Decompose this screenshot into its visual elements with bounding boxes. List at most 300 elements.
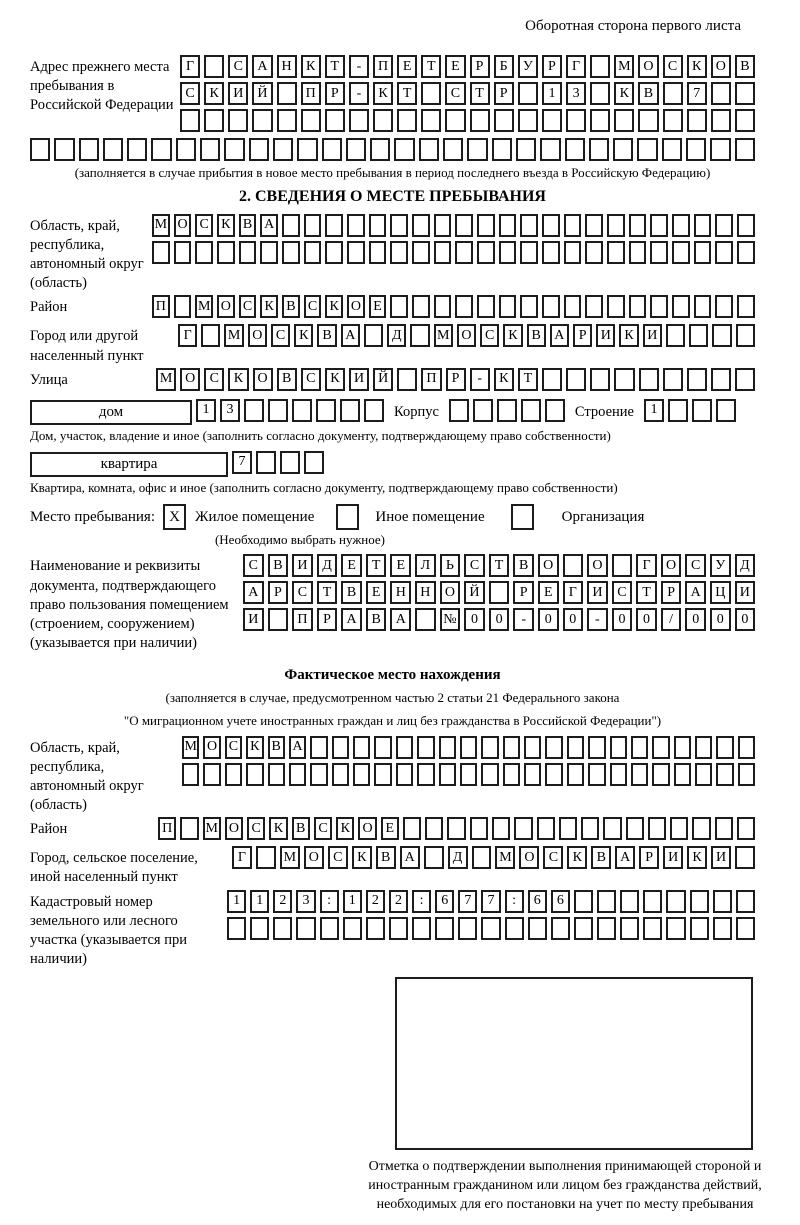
char-cell[interactable] (174, 295, 192, 318)
char-cell[interactable]: - (587, 608, 608, 631)
char-cell[interactable] (520, 214, 538, 237)
char-cell[interactable] (735, 846, 755, 869)
char-cell[interactable]: В (735, 55, 755, 78)
char-cell[interactable]: А (260, 214, 278, 237)
char-cell[interactable] (574, 890, 593, 913)
char-cell[interactable] (566, 109, 586, 132)
char-cell[interactable] (503, 763, 520, 786)
char-cell[interactable] (332, 763, 349, 786)
char-cell[interactable] (652, 736, 669, 759)
char-cell[interactable] (542, 109, 562, 132)
char-cell[interactable] (224, 138, 244, 161)
stroenie-cells[interactable] (644, 399, 736, 422)
kadastr-row-2[interactable] (227, 917, 755, 940)
char-cell[interactable] (227, 917, 246, 940)
char-cell[interactable] (687, 368, 707, 391)
char-cell[interactable] (715, 214, 733, 237)
char-cell[interactable] (735, 82, 755, 105)
char-cell[interactable]: Н (277, 55, 297, 78)
char-cell[interactable] (419, 138, 439, 161)
char-cell[interactable] (268, 763, 285, 786)
char-cell[interactable] (373, 109, 393, 132)
char-cell[interactable] (282, 241, 300, 264)
char-cell[interactable] (499, 295, 517, 318)
char-cell[interactable] (551, 917, 570, 940)
char-cell[interactable]: В (317, 324, 336, 347)
char-cell[interactable]: Д (387, 324, 406, 347)
char-cell[interactable] (470, 817, 488, 840)
char-cell[interactable]: П (292, 608, 313, 631)
char-cell[interactable] (542, 295, 560, 318)
char-cell[interactable] (607, 214, 625, 237)
char-cell[interactable] (439, 763, 456, 786)
char-cell[interactable] (737, 817, 755, 840)
char-cell[interactable] (390, 241, 408, 264)
char-cell[interactable]: К (246, 736, 263, 759)
char-cell[interactable] (694, 295, 712, 318)
char-cell[interactable]: И (349, 368, 369, 391)
char-cell[interactable]: А (243, 581, 264, 604)
char-cell[interactable]: 1 (644, 399, 664, 422)
char-cell[interactable]: Т (636, 581, 657, 604)
char-cell[interactable]: С (328, 846, 348, 869)
char-cell[interactable]: 2 (273, 890, 292, 913)
char-cell[interactable]: Р (317, 608, 338, 631)
char-cell[interactable]: 7 (481, 890, 500, 913)
char-cell[interactable] (249, 138, 269, 161)
char-cell[interactable] (455, 241, 473, 264)
char-cell[interactable]: К (260, 295, 278, 318)
char-cell[interactable]: Е (369, 295, 387, 318)
char-cell[interactable]: А (550, 324, 569, 347)
char-cell[interactable]: О (519, 846, 539, 869)
char-cell[interactable] (412, 214, 430, 237)
char-cell[interactable] (629, 214, 647, 237)
char-cell[interactable]: И (596, 324, 615, 347)
char-cell[interactable] (347, 214, 365, 237)
char-cell[interactable]: А (341, 608, 362, 631)
char-cell[interactable]: А (390, 608, 411, 631)
char-cell[interactable] (499, 241, 517, 264)
char-cell[interactable] (497, 399, 517, 422)
char-cell[interactable] (152, 241, 170, 264)
char-cell[interactable]: В (239, 214, 257, 237)
char-cell[interactable] (310, 736, 327, 759)
char-cell[interactable]: С (247, 817, 265, 840)
char-cell[interactable] (195, 241, 213, 264)
char-cell[interactable] (737, 241, 755, 264)
char-cell[interactable] (514, 817, 532, 840)
char-cell[interactable]: С (314, 817, 332, 840)
char-cell[interactable]: А (400, 846, 420, 869)
char-cell[interactable] (297, 138, 317, 161)
char-cell[interactable] (304, 451, 324, 474)
char-cell[interactable]: Е (538, 581, 559, 604)
char-cell[interactable] (666, 324, 685, 347)
char-cell[interactable]: В (292, 817, 310, 840)
char-cell[interactable] (716, 736, 733, 759)
char-cell[interactable] (542, 241, 560, 264)
char-cell[interactable]: М (280, 846, 300, 869)
char-cell[interactable] (347, 241, 365, 264)
char-cell[interactable] (282, 214, 300, 237)
char-cell[interactable]: 0 (563, 608, 584, 631)
char-cell[interactable] (256, 451, 276, 474)
char-cell[interactable] (460, 763, 477, 786)
char-cell[interactable] (715, 295, 733, 318)
char-cell[interactable]: К (336, 817, 354, 840)
char-cell[interactable] (686, 138, 706, 161)
char-cell[interactable]: Р (513, 581, 534, 604)
char-cell[interactable] (304, 241, 322, 264)
char-cell[interactable] (273, 917, 292, 940)
char-cell[interactable] (620, 917, 639, 940)
char-cell[interactable] (672, 214, 690, 237)
char-cell[interactable] (597, 890, 616, 913)
char-cell[interactable] (439, 736, 456, 759)
char-cell[interactable] (310, 763, 327, 786)
char-cell[interactable]: С (480, 324, 499, 347)
char-cell[interactable]: Й (252, 82, 272, 105)
char-cell[interactable] (590, 109, 610, 132)
char-cell[interactable]: О (661, 554, 682, 577)
char-cell[interactable]: Р (325, 82, 345, 105)
char-cell[interactable]: У (518, 55, 538, 78)
char-cell[interactable]: С (292, 581, 313, 604)
char-cell[interactable] (738, 736, 755, 759)
char-cell[interactable]: С (612, 581, 633, 604)
char-cell[interactable] (268, 399, 288, 422)
char-cell[interactable]: С (301, 368, 321, 391)
char-cell[interactable]: О (248, 324, 267, 347)
gorod-row[interactable] (178, 324, 755, 347)
char-cell[interactable] (520, 241, 538, 264)
char-cell[interactable] (217, 241, 235, 264)
char-cell[interactable] (607, 241, 625, 264)
char-cell[interactable]: П (373, 55, 393, 78)
char-cell[interactable]: О (711, 55, 731, 78)
char-cell[interactable]: Т (470, 82, 490, 105)
char-cell[interactable]: О (638, 55, 658, 78)
char-cell[interactable] (396, 736, 413, 759)
organizatsiya-checkbox[interactable] (511, 504, 534, 530)
char-cell[interactable] (472, 846, 492, 869)
char-cell[interactable] (518, 109, 538, 132)
char-cell[interactable] (280, 451, 300, 474)
oblast2-row-1[interactable] (182, 736, 755, 759)
char-cell[interactable] (445, 109, 465, 132)
char-cell[interactable]: 1 (196, 399, 216, 422)
char-cell[interactable] (435, 917, 454, 940)
char-cell[interactable] (127, 138, 147, 161)
char-cell[interactable]: О (358, 817, 376, 840)
char-cell[interactable] (349, 109, 369, 132)
char-cell[interactable] (710, 138, 730, 161)
char-cell[interactable] (574, 917, 593, 940)
char-cell[interactable]: Т (421, 55, 441, 78)
char-cell[interactable] (715, 817, 733, 840)
char-cell[interactable] (695, 763, 712, 786)
char-cell[interactable] (353, 763, 370, 786)
char-cell[interactable] (590, 368, 610, 391)
char-cell[interactable] (332, 736, 349, 759)
char-cell[interactable]: С (271, 324, 290, 347)
char-cell[interactable]: О (225, 817, 243, 840)
char-cell[interactable]: П (301, 82, 321, 105)
char-cell[interactable] (246, 763, 263, 786)
char-cell[interactable]: К (614, 82, 634, 105)
prev-address-row-4[interactable] (30, 138, 755, 161)
char-cell[interactable]: М (224, 324, 243, 347)
char-cell[interactable] (374, 763, 391, 786)
char-cell[interactable] (643, 890, 662, 913)
char-cell[interactable] (610, 763, 627, 786)
char-cell[interactable]: И (228, 82, 248, 105)
char-cell[interactable] (481, 763, 498, 786)
char-cell[interactable]: Е (397, 55, 417, 78)
char-cell[interactable]: - (349, 55, 369, 78)
char-cell[interactable] (581, 817, 599, 840)
char-cell[interactable] (477, 295, 495, 318)
char-cell[interactable] (340, 399, 360, 422)
char-cell[interactable]: Г (636, 554, 657, 577)
char-cell[interactable] (643, 917, 662, 940)
char-cell[interactable] (374, 736, 391, 759)
doc-row-1[interactable] (243, 554, 755, 577)
korpus-cells[interactable] (449, 399, 565, 422)
doc-row-2[interactable] (243, 581, 755, 604)
char-cell[interactable] (473, 399, 493, 422)
char-cell[interactable] (364, 324, 383, 347)
char-cell[interactable] (585, 241, 603, 264)
char-cell[interactable]: К (687, 55, 707, 78)
char-cell[interactable] (492, 138, 512, 161)
char-cell[interactable]: О (538, 554, 559, 577)
char-cell[interactable] (353, 736, 370, 759)
char-cell[interactable]: В (268, 736, 285, 759)
char-cell[interactable] (434, 241, 452, 264)
char-cell[interactable]: Р (542, 55, 562, 78)
char-cell[interactable] (566, 368, 586, 391)
char-cell[interactable]: К (217, 214, 235, 237)
char-cell[interactable] (674, 763, 691, 786)
char-cell[interactable] (370, 138, 390, 161)
char-cell[interactable]: К (325, 295, 343, 318)
char-cell[interactable]: К (503, 324, 522, 347)
char-cell[interactable]: О (217, 295, 235, 318)
char-cell[interactable] (564, 295, 582, 318)
char-cell[interactable]: К (494, 368, 514, 391)
char-cell[interactable] (325, 241, 343, 264)
char-cell[interactable] (692, 817, 710, 840)
char-cell[interactable] (650, 241, 668, 264)
char-cell[interactable]: К (301, 55, 321, 78)
char-cell[interactable] (415, 608, 436, 631)
char-cell[interactable]: 7 (687, 82, 707, 105)
char-cell[interactable] (503, 736, 520, 759)
char-cell[interactable]: А (289, 736, 306, 759)
char-cell[interactable] (390, 295, 408, 318)
char-cell[interactable] (477, 241, 495, 264)
char-cell[interactable] (542, 214, 560, 237)
char-cell[interactable]: 6 (528, 890, 547, 913)
char-cell[interactable] (239, 241, 257, 264)
char-cell[interactable]: О (440, 581, 461, 604)
char-cell[interactable]: К (619, 324, 638, 347)
char-cell[interactable] (626, 817, 644, 840)
char-cell[interactable]: И (663, 846, 683, 869)
kvartira-box[interactable]: квартира (30, 452, 228, 477)
oblast2-row-2[interactable] (182, 763, 755, 786)
char-cell[interactable] (545, 399, 565, 422)
char-cell[interactable] (516, 138, 536, 161)
char-cell[interactable] (588, 763, 605, 786)
zhiloe-checkbox[interactable]: X (163, 504, 186, 530)
char-cell[interactable] (663, 368, 683, 391)
char-cell[interactable] (666, 917, 685, 940)
char-cell[interactable]: О (174, 214, 192, 237)
char-cell[interactable] (79, 138, 99, 161)
char-cell[interactable] (499, 214, 517, 237)
char-cell[interactable]: И (292, 554, 313, 577)
char-cell[interactable] (540, 138, 560, 161)
char-cell[interactable] (610, 736, 627, 759)
char-cell[interactable]: С (239, 295, 257, 318)
ulitsa-row[interactable] (156, 368, 755, 391)
char-cell[interactable]: Т (397, 82, 417, 105)
char-cell[interactable] (455, 214, 473, 237)
doc-row-3[interactable] (243, 608, 755, 631)
char-cell[interactable]: С (543, 846, 563, 869)
char-cell[interactable] (417, 736, 434, 759)
char-cell[interactable]: К (325, 368, 345, 391)
char-cell[interactable] (54, 138, 74, 161)
char-cell[interactable] (204, 55, 224, 78)
char-cell[interactable] (650, 214, 668, 237)
char-cell[interactable]: : (320, 890, 339, 913)
char-cell[interactable]: С (663, 55, 683, 78)
char-cell[interactable] (421, 109, 441, 132)
char-cell[interactable] (421, 82, 441, 105)
char-cell[interactable]: В (513, 554, 534, 577)
char-cell[interactable] (412, 295, 430, 318)
char-cell[interactable] (613, 138, 633, 161)
char-cell[interactable]: 1 (227, 890, 246, 913)
char-cell[interactable] (200, 138, 220, 161)
char-cell[interactable]: 6 (435, 890, 454, 913)
char-cell[interactable]: Р (446, 368, 466, 391)
char-cell[interactable]: 0 (489, 608, 510, 631)
char-cell[interactable]: О (457, 324, 476, 347)
char-cell[interactable]: С (464, 554, 485, 577)
char-cell[interactable] (670, 817, 688, 840)
char-cell[interactable] (524, 763, 541, 786)
char-cell[interactable]: Г (566, 55, 586, 78)
char-cell[interactable] (250, 917, 269, 940)
char-cell[interactable] (252, 109, 272, 132)
char-cell[interactable]: И (711, 846, 731, 869)
char-cell[interactable]: И (643, 324, 662, 347)
char-cell[interactable]: П (152, 295, 170, 318)
char-cell[interactable] (296, 917, 315, 940)
char-cell[interactable]: В (638, 82, 658, 105)
char-cell[interactable] (410, 324, 429, 347)
char-cell[interactable]: В (591, 846, 611, 869)
char-cell[interactable] (434, 295, 452, 318)
char-cell[interactable] (346, 138, 366, 161)
char-cell[interactable]: Й (464, 581, 485, 604)
char-cell[interactable]: А (341, 324, 360, 347)
char-cell[interactable]: - (513, 608, 534, 631)
char-cell[interactable]: Р (661, 581, 682, 604)
char-cell[interactable] (528, 917, 547, 940)
char-cell[interactable] (567, 763, 584, 786)
char-cell[interactable]: И (735, 581, 756, 604)
char-cell[interactable] (589, 138, 609, 161)
char-cell[interactable]: С (685, 554, 706, 577)
char-cell[interactable]: С (304, 295, 322, 318)
char-cell[interactable] (620, 890, 639, 913)
char-cell[interactable]: Г (178, 324, 197, 347)
char-cell[interactable]: В (277, 368, 297, 391)
char-cell[interactable] (690, 890, 709, 913)
char-cell[interactable] (316, 399, 336, 422)
char-cell[interactable] (563, 554, 584, 577)
char-cell[interactable] (443, 138, 463, 161)
char-cell[interactable] (524, 736, 541, 759)
char-cell[interactable]: И (243, 608, 264, 631)
char-cell[interactable]: С (195, 214, 213, 237)
char-cell[interactable]: К (687, 846, 707, 869)
char-cell[interactable] (666, 890, 685, 913)
char-cell[interactable] (737, 214, 755, 237)
char-cell[interactable]: С (225, 736, 242, 759)
char-cell[interactable] (687, 109, 707, 132)
char-cell[interactable] (174, 241, 192, 264)
char-cell[interactable]: В (341, 581, 362, 604)
char-cell[interactable]: 0 (612, 608, 633, 631)
char-cell[interactable]: И (587, 581, 608, 604)
char-cell[interactable] (715, 241, 733, 264)
char-cell[interactable]: Е (366, 581, 387, 604)
dom-box[interactable]: дом (30, 400, 192, 425)
char-cell[interactable]: П (158, 817, 176, 840)
char-cell[interactable] (489, 581, 510, 604)
char-cell[interactable] (713, 890, 732, 913)
char-cell[interactable]: 1 (250, 890, 269, 913)
char-cell[interactable] (694, 214, 712, 237)
char-cell[interactable] (389, 917, 408, 940)
char-cell[interactable]: К (373, 82, 393, 105)
char-cell[interactable] (325, 214, 343, 237)
char-cell[interactable] (447, 817, 465, 840)
char-cell[interactable]: 0 (685, 608, 706, 631)
char-cell[interactable] (425, 817, 443, 840)
char-cell[interactable] (424, 846, 444, 869)
char-cell[interactable] (244, 399, 264, 422)
char-cell[interactable]: В (366, 608, 387, 631)
char-cell[interactable] (614, 109, 634, 132)
char-cell[interactable]: Д (735, 554, 756, 577)
char-cell[interactable] (629, 241, 647, 264)
char-cell[interactable]: У (710, 554, 731, 577)
char-cell[interactable]: Й (373, 368, 393, 391)
char-cell[interactable] (397, 109, 417, 132)
char-cell[interactable] (537, 817, 555, 840)
char-cell[interactable]: Т (518, 368, 538, 391)
char-cell[interactable] (650, 295, 668, 318)
char-cell[interactable] (455, 295, 473, 318)
